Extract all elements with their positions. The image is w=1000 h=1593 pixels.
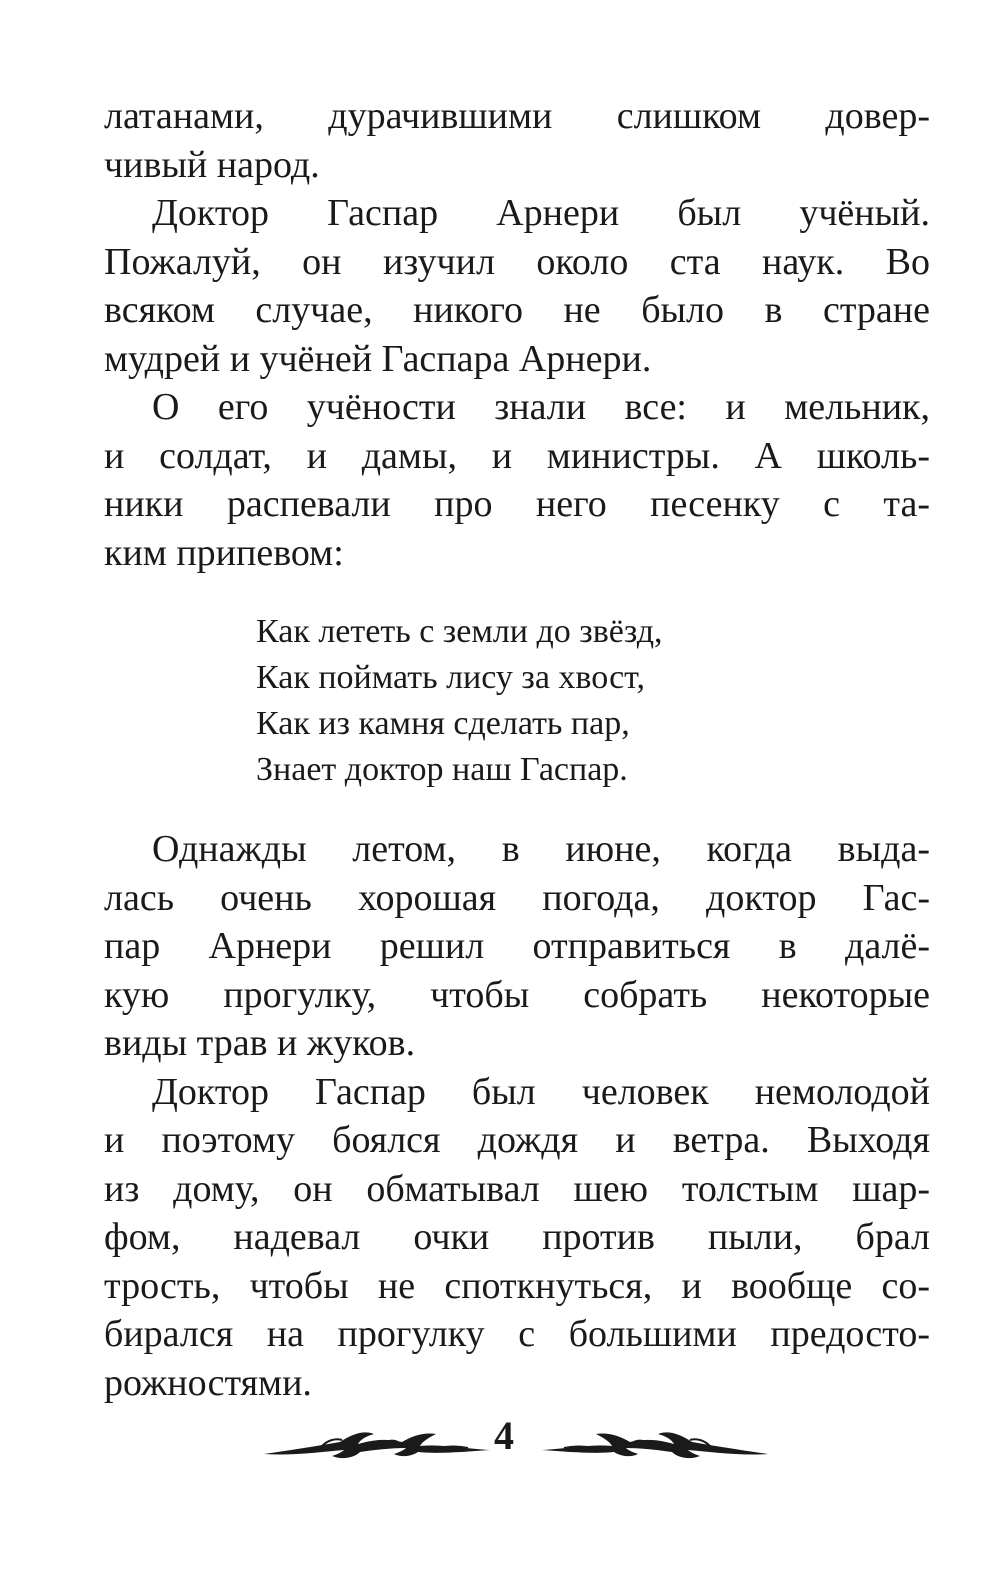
paragraph-3: [104, 383, 930, 577]
text-line: Однажды летом, в июне, когда выда-: [152, 828, 930, 870]
text-line: О его учёности знали все: и мельник,: [152, 386, 930, 428]
text-line: всяком случае, никого не было в стране: [104, 289, 930, 331]
paragraph-4: [104, 825, 930, 1068]
text-line: лась очень хорошая погода, доктор Гас-: [104, 876, 930, 919]
verse-line: Как поймать лису за хвост,: [256, 659, 645, 696]
text-line: Доктор Гаспар был человек немолодой: [152, 1070, 930, 1113]
text-line: виды трав и жуков.: [104, 1022, 416, 1064]
paragraph-1: [104, 92, 930, 189]
text-line: ким припевом:: [104, 531, 344, 574]
verse-line: Как лететь с земли до звёзд,: [256, 613, 663, 650]
text-line: латанами, дурачившими слишком довер-: [104, 95, 930, 137]
text-line: пар Арнери решил отправиться в далё-: [104, 925, 930, 967]
verse-line: Как из камня сделать пар,: [256, 705, 630, 742]
text-line: Пожалуй, он изучил около ста наук. Во: [104, 240, 930, 283]
ornament-flourish-left-icon: [262, 1420, 492, 1464]
page-footer: [0, 1412, 1000, 1472]
verse-line: Знает доктор наш Гаспар.: [256, 751, 628, 788]
verse-block: [256, 609, 930, 793]
paragraph-5: [104, 1068, 930, 1408]
paragraph-2: [104, 189, 930, 383]
page-text: [104, 92, 930, 1407]
text-line: рожностями.: [104, 1361, 312, 1404]
page-number: 4: [494, 1413, 514, 1458]
text-line: трость, чтобы не споткнуться, и вообще со-: [104, 1264, 930, 1307]
text-line: мудрей и учёней Гаспара Арнери.: [104, 337, 652, 380]
text-line: Доктор Гаспар Арнери был учёный.: [152, 192, 930, 234]
text-line: из дому, он обматывал шею толстым шар-: [104, 1167, 930, 1210]
text-line: и солдат, и дамы, и министры. А школь-: [104, 434, 930, 477]
text-line: и поэтому боялся дождя и ветра. Выходя: [104, 1119, 930, 1161]
text-line: бирался на прогулку с большими предосто-: [104, 1313, 930, 1355]
text-line: чивый народ.: [104, 143, 320, 186]
text-line: фом, надевал очки против пыли, брал: [104, 1216, 930, 1258]
text-line: ники распевали про него песенку с та-: [104, 483, 930, 525]
ornament-flourish-right-icon: [540, 1420, 770, 1464]
text-line: кую прогулку, чтобы собрать некоторые: [104, 973, 930, 1016]
